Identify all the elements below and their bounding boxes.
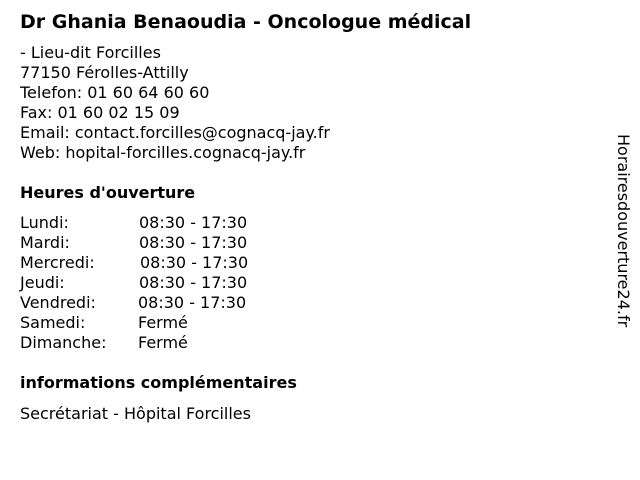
- phone-line: Telefon: 01 60 64 60 60: [20, 83, 210, 102]
- info-text: Secrétariat - Hôpital Forcilles: [20, 404, 251, 423]
- day-label: Lundi:: [20, 213, 69, 232]
- time-value: 08:30 - 17:30: [139, 213, 248, 232]
- time-value: 08:30 - 17:30: [140, 253, 249, 272]
- time-value: 08:30 - 17:30: [139, 273, 248, 292]
- hours-row: [20, 273, 320, 293]
- day-label: Dimanche:: [20, 333, 107, 352]
- hours-heading: Heures d'ouverture: [20, 183, 196, 202]
- time-value: 08:30 - 17:30: [138, 293, 247, 312]
- hours-row: [20, 233, 320, 253]
- fax-line: Fax: 01 60 02 15 09: [20, 103, 180, 122]
- day-label: Vendredi:: [20, 293, 96, 312]
- day-label: Samedi:: [20, 313, 86, 332]
- page-title: Dr Ghania Benaoudia - Oncologue médical: [20, 11, 472, 33]
- email-line: Email: contact.forcilles@cognacq-jay.fr: [20, 123, 330, 142]
- time-value: Fermé: [138, 313, 188, 332]
- day-label: Jeudi:: [20, 273, 65, 292]
- day-label: Mardi:: [20, 233, 70, 252]
- hours-row: [20, 333, 320, 353]
- watermark: Horairesdouverture24.fr: [614, 134, 633, 328]
- hours-row: [20, 293, 320, 313]
- hours-row: [20, 253, 320, 273]
- postal-city-line: 77150 Férolles-Attilly: [20, 63, 189, 82]
- hours-row: [20, 313, 320, 333]
- time-value: Fermé: [138, 333, 188, 352]
- info-heading: informations complémentaires: [20, 373, 297, 392]
- address-line: - Lieu-dit Forcilles: [20, 43, 161, 62]
- hours-table: [20, 213, 320, 353]
- hours-row: [20, 213, 320, 233]
- day-label: Mercredi:: [20, 253, 95, 272]
- contact-block: [20, 43, 330, 163]
- time-value: 08:30 - 17:30: [139, 233, 248, 252]
- web-line: Web: hopital-forcilles.cognacq-jay.fr: [20, 143, 306, 162]
